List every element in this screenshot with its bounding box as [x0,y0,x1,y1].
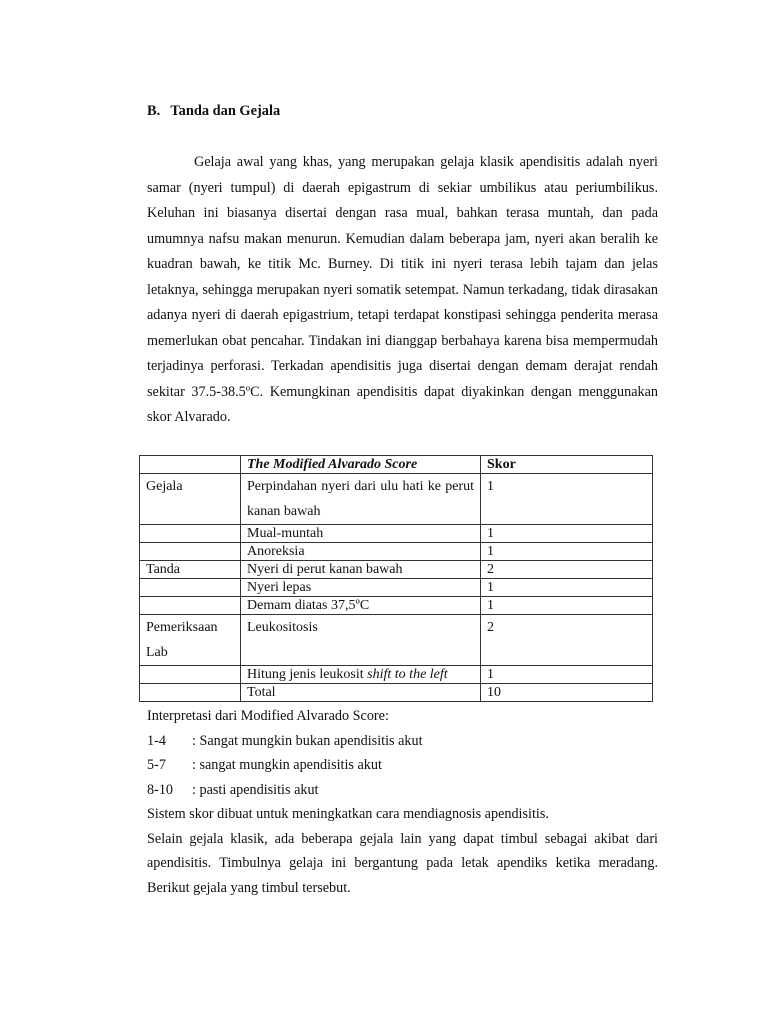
row-item: Leukositosis [241,615,481,666]
row-item: Total [241,684,481,702]
row-item: Demam diatas 37,5ºC [241,597,481,615]
row-item: Nyeri lepas [241,579,481,597]
row-item: Mual-muntah [241,525,481,543]
row-category [140,666,241,684]
score-meaning: : sangat mungkin apendisitis akut [192,757,382,773]
table-header-row [140,456,653,474]
table-row [140,579,653,597]
table-row [140,666,653,684]
interpretation-title: Interpretasi dari Modified Alvarado Score: [147,708,389,724]
alvarado-score-table [139,455,653,702]
row-score: 2 [481,561,653,579]
interpretation-item [147,778,658,803]
score-meaning: : pasti apendisitis akut [192,781,319,798]
row-category: Pemeriksaan Lab [140,615,241,666]
row-item: Hitung jenis leukosit shift to the left [241,666,481,684]
closing-paragraph: Selain gejala klasik, ada beberapa gejala lain yang dapat timbul sebagai akibat dari apendisitis. Timbulnya gelaja ini bergantung pada letak apendiks ketika meradang. Berikut gejala yang timbul tersebut. [147,830,658,896]
row-item: Perpindahan nyeri dari ulu hati ke perut kanan bawah [241,474,481,525]
interpretation-item [147,729,658,754]
table-row [140,525,653,543]
row-category [140,597,241,615]
row-score: 1 [481,666,653,684]
interpretation-section [147,704,658,900]
interpretation-note: Sistem skor dibuat untuk meningkatkan cara mendiagnosis apendisitis. [147,806,549,822]
table-row [140,474,653,525]
table-row [140,543,653,561]
score-meaning: : Sangat mungkin bukan apendisitis akut [192,732,423,749]
row-score: 1 [481,579,653,597]
section-title: Tanda dan Gejala [170,103,281,119]
row-item: Anoreksia [241,543,481,561]
table-row-total [140,684,653,702]
row-score: 1 [481,525,653,543]
row-item: Nyeri di perut kanan bawah [241,561,481,579]
body-paragraph: Gelaja awal yang khas, yang merupakan gelaja klasik apendisitis adalah nyeri samar (nyeri tumpul) di daerah epigastrum di sekiar umbilikus atau periumbilikus. Keluhan ini biasanya disertai dengan rasa mual, bahkan terasa muntah, dan pada umumnya nafsu makan menurun. Kemudian dalam beberapa jam, nyeri akan beralih ke kuadran bawah, ke titik Mc. Burney. Di titik ini nyeri terasa lebih tajam dan jelas letaknya, sehingga merupakan nyeri somatik setempat. Namun terkadang, tidak dirasakan adanya nyeri di daerah epigastrium, tetapi terdapat konstipasi sehingga penderita merasa memerlukan obat pencahar. Tindakan ini dianggap berbahaya karena bisa mempermudah terjadinya perforasi. Terkadan apendisitis juga disertai dengan demam derajat rendah sekitar 37.5-38.5ºC. Kemungkinan apendisitis dapat diyakinkan dengan menggunakan skor Alvarado. [147,154,658,425]
row-category: Gejala [140,474,241,525]
row-score: 1 [481,474,653,525]
header-cell-score: Skor [481,456,653,474]
section-number: B. [147,103,161,119]
row-score: 1 [481,543,653,561]
row-category [140,684,241,702]
table-row [140,561,653,579]
interpretation-item [147,753,658,778]
row-score: 2 [481,615,653,666]
header-cell-title: The Modified Alvarado Score [241,456,481,474]
row-category [140,525,241,543]
section-heading [147,103,280,120]
row-category [140,579,241,597]
row-score: 1 [481,597,653,615]
row-category [140,543,241,561]
score-range: 1-4 [147,732,166,749]
table-row [140,615,653,666]
score-range: 5-7 [147,757,166,773]
table-row [140,597,653,615]
header-cell-category [140,456,241,474]
row-category: Tanda [140,561,241,579]
row-score: 10 [481,684,653,702]
score-range: 8-10 [147,781,174,798]
